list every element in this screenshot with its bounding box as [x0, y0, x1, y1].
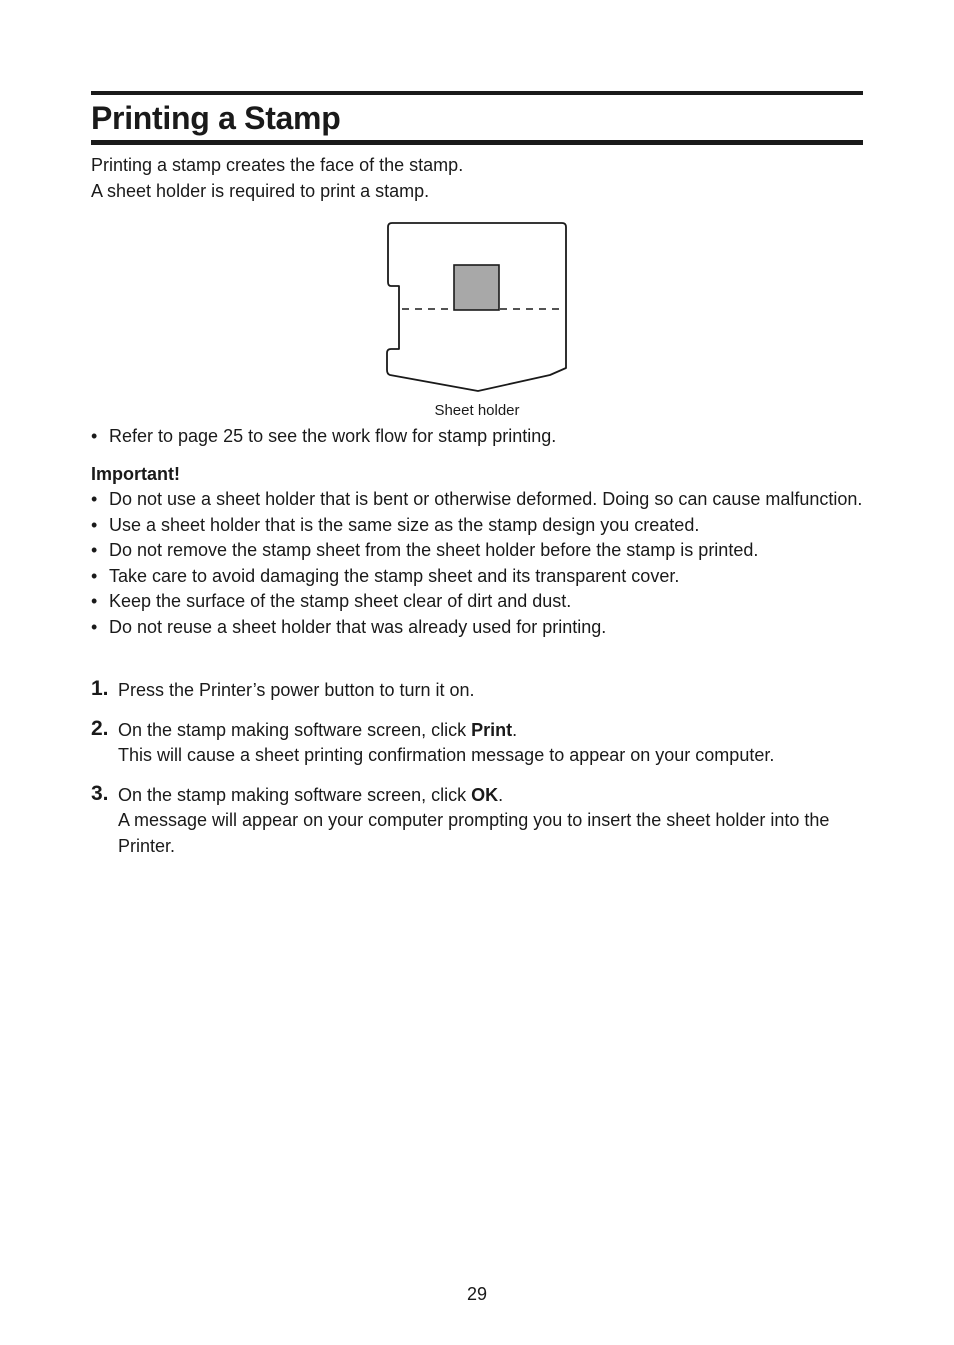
list-item — [91, 589, 863, 615]
list-item-text: Do not remove the stamp sheet from the sheet holder before the stamp is printed. — [109, 540, 759, 560]
list-item — [91, 564, 863, 590]
list-item — [91, 615, 863, 641]
stamp-area — [454, 265, 499, 310]
bullet-icon: • — [91, 540, 98, 560]
page-title: Printing a Stamp — [91, 100, 341, 136]
list-item — [91, 487, 863, 513]
list-item-text: Refer to page 25 to see the work flow for stamp printing. — [109, 426, 557, 446]
list-item — [91, 513, 863, 539]
figure-caption: Sheet holder — [434, 402, 520, 419]
bullet-icon: • — [91, 591, 98, 611]
step-text: Press the Printer’s power button to turn it on. — [118, 680, 475, 700]
heading-rule-bottom — [91, 140, 863, 145]
step-1 — [91, 678, 881, 704]
step-number: 2. — [91, 716, 109, 740]
step-text: On the stamp making software screen, click — [118, 784, 472, 805]
step-punctuation: . — [512, 719, 518, 740]
important-heading: Important! — [91, 463, 180, 484]
list-item-text: Do not reuse a sheet holder that was already used for printing. — [109, 616, 607, 637]
steps-list — [91, 678, 881, 873]
list-item — [91, 424, 863, 450]
intro-line: A sheet holder is required to print a stamp. — [91, 180, 430, 201]
sheet-holder-diagram — [380, 218, 575, 398]
step-2 — [91, 718, 881, 769]
list-item-text: Take care to avoid damaging the stamp sheet and its transparent cover. — [109, 565, 680, 586]
step-detail: This will cause a sheet printing confirmation message to appear on your computer. — [118, 745, 775, 765]
step-number: 1. — [91, 677, 109, 700]
bullet-icon: • — [91, 489, 98, 509]
list-item-text: Keep the surface of the stamp sheet clear of dirt and dust. — [109, 591, 572, 611]
bullet-icon: • — [91, 565, 98, 586]
notes-section — [91, 424, 863, 640]
ok-button-label: OK — [471, 784, 499, 805]
list-item-text: Use a sheet holder that is the same size as the stamp design you created. — [109, 514, 700, 535]
step-3 — [91, 783, 881, 860]
intro-line: Printing a stamp creates the face of the stamp. — [91, 155, 464, 175]
print-button-label: Print — [471, 719, 513, 740]
bullet-icon: • — [91, 426, 98, 446]
page-number: 29 — [466, 1284, 488, 1304]
step-text: On the stamp making software screen, click — [118, 719, 472, 740]
step-number: 3. — [91, 781, 109, 805]
step-punctuation: . — [498, 784, 504, 805]
bullet-icon: • — [91, 514, 98, 535]
bullet-icon: • — [91, 616, 98, 637]
list-item — [91, 538, 863, 564]
list-item-text: Do not use a sheet holder that is bent or otherwise deformed. Doing so can cause malfunction. — [109, 489, 863, 509]
step-detail: A message will appear on your computer prompting you to insert the sheet holder into the Printer. — [118, 810, 830, 856]
heading-rule-top — [91, 91, 863, 95]
intro-text — [91, 153, 463, 204]
